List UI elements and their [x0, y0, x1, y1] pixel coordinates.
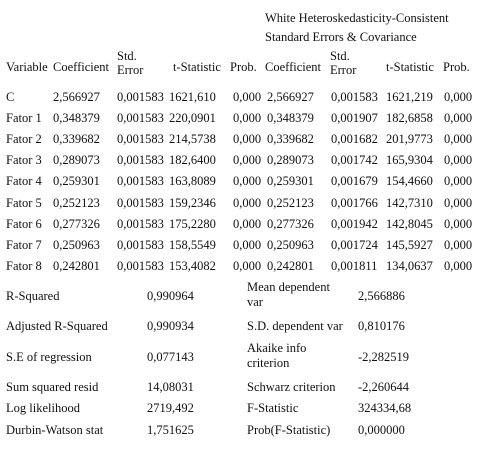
cell-std-error-hc: 0,001679 [331, 174, 378, 189]
stat-label-se-regression: S.E of regression [6, 350, 92, 364]
cell-prob-hc: 0,000 [444, 237, 473, 252]
cell-coefficient-hc: 0,348379 [267, 111, 314, 126]
cell-coefficient-hc: 2,566927 [267, 90, 314, 105]
cell-std-error-hc: 0,001742 [331, 153, 378, 168]
cell-std-error-hc: 0,001583 [331, 90, 378, 105]
table-row [6, 129, 478, 150]
table-row [6, 235, 478, 256]
cell-coefficient-hc: 0,252123 [267, 195, 314, 210]
cell-prob-hc: 0,000 [444, 174, 473, 189]
cell-prob-hc: 0,000 [444, 132, 473, 147]
stat-value-akaike: -2,282519 [358, 350, 410, 364]
table-row [6, 214, 478, 235]
stat-value-f-statistic: 324334,68 [358, 401, 412, 415]
stat-label-ssr: Sum squared resid [6, 380, 99, 394]
cell-variable: C [6, 90, 15, 105]
cell-variable: Fator 2 [6, 132, 42, 147]
cell-coefficient: 0,259301 [53, 174, 100, 189]
table-row [6, 256, 478, 277]
header-prob-hc: Prob. [443, 60, 470, 74]
stat-value-schwarz: -2,260644 [358, 380, 410, 394]
stat-label-log-likelihood: Log likelihood [6, 401, 80, 415]
cell-prob: 0,000 [233, 258, 262, 273]
table-row [6, 171, 478, 192]
cell-std-error: 0,001583 [117, 237, 164, 252]
cell-coefficient: 0,277326 [53, 216, 100, 231]
stat-value-sd-dependent: 0,810176 [358, 319, 405, 333]
cell-prob: 0,000 [233, 195, 262, 210]
cell-t-statistic: 159,2346 [169, 195, 216, 210]
cell-prob: 0,000 [233, 153, 262, 168]
stat-label-r-squared: R-Squared [6, 289, 60, 303]
cell-coefficient-hc: 0,277326 [267, 216, 314, 231]
cell-std-error: 0,001583 [117, 258, 164, 273]
cell-std-error-hc: 0,001811 [331, 258, 378, 273]
cell-t-statistic: 158,5549 [169, 237, 216, 252]
cell-std-error: 0,001583 [117, 111, 164, 126]
cell-t-statistic-hc: 1621,219 [386, 90, 433, 105]
cell-prob-hc: 0,000 [444, 195, 473, 210]
stat-label-f-statistic: F-Statistic [247, 401, 299, 415]
header-std-error: Std. Error [117, 49, 144, 77]
cell-t-statistic-hc: 142,7310 [386, 195, 433, 210]
hc-title-line1: White Heteroskedasticity-Consistent [265, 11, 449, 25]
stat-label-prob-f: Prob(F-Statistic) [247, 423, 331, 437]
cell-std-error-hc: 0,001682 [331, 132, 378, 147]
cell-t-statistic-hc: 145,5927 [386, 237, 433, 252]
cell-prob-hc: 0,000 [444, 90, 473, 105]
cell-std-error: 0,001583 [117, 153, 164, 168]
cell-std-error: 0,001583 [117, 174, 164, 189]
table-row [6, 150, 478, 171]
cell-coefficient: 2,566927 [53, 90, 100, 105]
cell-std-error: 0,001583 [117, 216, 164, 231]
cell-t-statistic-hc: 142,8045 [386, 216, 433, 231]
cell-std-error-hc: 0,001942 [331, 216, 378, 231]
cell-variable: Fator 5 [6, 195, 42, 210]
cell-t-statistic: 182,6400 [169, 153, 216, 168]
cell-std-error: 0,001583 [117, 195, 164, 210]
cell-variable: Fator 8 [6, 258, 42, 273]
table-row [6, 192, 478, 213]
stat-label-sd-dependent: S.D. dependent var [247, 319, 343, 333]
cell-coefficient-hc: 0,289073 [267, 153, 314, 168]
cell-coefficient: 0,339682 [53, 132, 100, 147]
cell-variable: Fator 1 [6, 111, 42, 126]
cell-t-statistic: 153,4082 [169, 258, 216, 273]
cell-t-statistic: 214,5738 [169, 132, 216, 147]
cell-coefficient: 0,348379 [53, 111, 100, 126]
header-coefficient: Coefficient [53, 60, 109, 74]
cell-std-error-hc: 0,001766 [331, 195, 378, 210]
cell-t-statistic: 163,8089 [169, 174, 216, 189]
stat-value-log-likelihood: 2719,492 [147, 401, 194, 415]
cell-prob: 0,000 [233, 132, 262, 147]
stat-label-adj-r-squared: Adjusted R-Squared [6, 319, 108, 333]
cell-coefficient: 0,242801 [53, 258, 100, 273]
cell-variable: Fator 6 [6, 216, 42, 231]
cell-prob-hc: 0,000 [444, 111, 473, 126]
stat-label-durbin-watson: Durbin-Watson stat [6, 423, 104, 437]
stat-label-mean-dependent: Mean dependent var [247, 280, 330, 309]
table-row [6, 87, 478, 108]
header-std-error-hc: Std. Error [330, 49, 357, 77]
cell-prob-hc: 0,000 [444, 258, 473, 273]
cell-t-statistic-hc: 165,9304 [386, 153, 433, 168]
table-row [6, 108, 478, 129]
cell-prob: 0,000 [233, 111, 262, 126]
cell-t-statistic-hc: 182,6858 [386, 111, 433, 126]
stat-value-adj-r-squared: 0,990934 [147, 319, 194, 333]
stat-label-akaike: Akaike info criterion [247, 341, 307, 370]
cell-t-statistic-hc: 154,4660 [386, 174, 433, 189]
cell-prob: 0,000 [233, 216, 262, 231]
cell-t-statistic-hc: 201,9773 [386, 132, 433, 147]
header-coefficient-hc: Coefficient [265, 60, 321, 74]
cell-coefficient-hc: 0,250963 [267, 237, 314, 252]
stat-value-mean-dependent: 2,566886 [358, 289, 405, 303]
stat-value-prob-f: 0,000000 [358, 423, 405, 437]
header-prob: Prob. [230, 60, 257, 74]
cell-std-error-hc: 0,001724 [331, 237, 378, 252]
cell-t-statistic: 175,2280 [169, 216, 216, 231]
cell-coefficient: 0,250963 [53, 237, 100, 252]
cell-std-error: 0,001583 [117, 132, 164, 147]
hc-title-line2: Standard Errors & Covariance [265, 30, 417, 44]
cell-coefficient-hc: 0,259301 [267, 174, 314, 189]
cell-prob: 0,000 [233, 90, 262, 105]
coefficient-table [6, 87, 478, 277]
stat-value-r-squared: 0,990964 [147, 289, 194, 303]
cell-variable: Fator 7 [6, 237, 42, 252]
header-t-statistic-hc: t-Statistic [386, 60, 434, 74]
cell-t-statistic: 220,0901 [169, 111, 216, 126]
cell-prob-hc: 0,000 [444, 153, 473, 168]
cell-prob: 0,000 [233, 237, 262, 252]
cell-prob-hc: 0,000 [444, 216, 473, 231]
stat-value-se-regression: 0,077143 [147, 350, 194, 364]
header-variable: Variable [6, 60, 48, 74]
cell-variable: Fator 4 [6, 174, 42, 189]
stat-value-durbin-watson: 1,751625 [147, 423, 194, 437]
cell-coefficient: 0,252123 [53, 195, 100, 210]
cell-variable: Fator 3 [6, 153, 42, 168]
cell-std-error: 0,001583 [117, 90, 164, 105]
cell-coefficient: 0,289073 [53, 153, 100, 168]
cell-t-statistic-hc: 134,0637 [386, 258, 433, 273]
hc-section-title [265, 9, 449, 47]
header-t-statistic: t-Statistic [173, 60, 221, 74]
cell-t-statistic: 1621,610 [169, 90, 216, 105]
stat-value-ssr: 14,08031 [147, 380, 194, 394]
cell-coefficient-hc: 0,339682 [267, 132, 314, 147]
cell-prob: 0,000 [233, 174, 262, 189]
cell-coefficient-hc: 0,242801 [267, 258, 314, 273]
cell-std-error-hc: 0,001907 [331, 111, 378, 126]
stat-label-schwarz: Schwarz criterion [247, 380, 336, 394]
